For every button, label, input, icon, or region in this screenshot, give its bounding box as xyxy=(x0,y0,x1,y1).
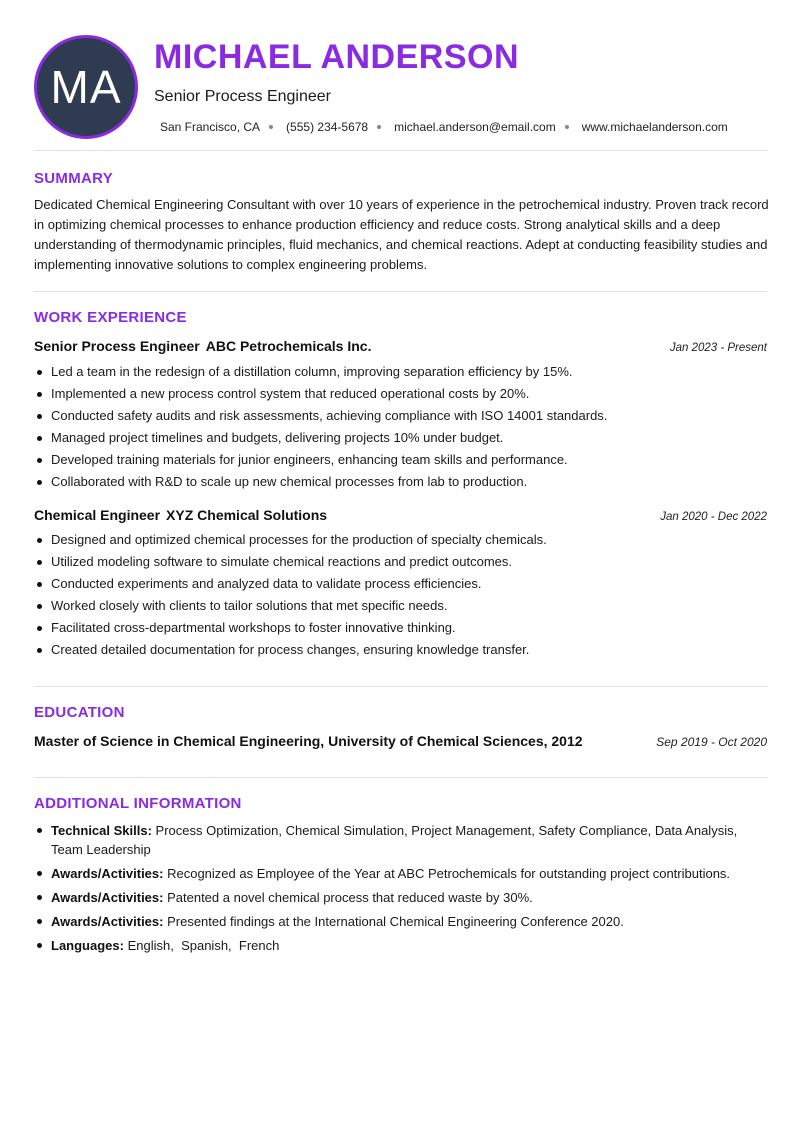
separator-dot-icon xyxy=(377,125,381,129)
job-company: XYZ Chemical Solutions xyxy=(166,507,328,523)
contact-email[interactable]: michael.anderson@email.com xyxy=(394,120,556,134)
contact-phone: (555) 234-5678 xyxy=(286,120,369,134)
section-divider xyxy=(34,686,767,687)
list-item: Utilized modeling software to simulate chemical reactions and predict outcomes. xyxy=(34,551,767,573)
info-label: Languages: xyxy=(51,938,124,953)
job-dates: Jan 2023 - Present xyxy=(669,342,767,354)
job-role-company xyxy=(34,338,371,354)
info-label: Technical Skills: xyxy=(51,823,152,838)
list-item xyxy=(34,864,754,883)
avatar-initials: MA xyxy=(50,61,122,113)
info-text: Process Optimization, Chemical Simulation, Project Management, Safety Compliance, Data Analysis, Team Leadership xyxy=(51,823,738,857)
education-degree: Master of Science in Chemical Engineering, University of Chemical Sciences, 2012 xyxy=(34,733,583,749)
candidate-title: Senior Process Engineer xyxy=(154,88,331,105)
section-divider xyxy=(34,777,767,778)
job-header xyxy=(34,507,767,523)
education-entry xyxy=(34,733,767,749)
list-item: Led a team in the redesign of a distillation column, improving separation efficiency by 15%. xyxy=(34,361,767,383)
avatar xyxy=(34,35,138,139)
education-heading: EDUCATION xyxy=(34,704,125,721)
list-item xyxy=(34,912,754,931)
info-text: Patented a novel chemical process that reduced waste by 30%. xyxy=(167,890,533,905)
section-divider xyxy=(34,291,767,292)
additional-heading: ADDITIONAL INFORMATION xyxy=(34,795,242,812)
contact-bar xyxy=(160,120,728,134)
list-item: Conducted safety audits and risk assessments, achieving compliance with ISO 14001 standards. xyxy=(34,405,767,427)
job-dates: Jan 2020 - Dec 2022 xyxy=(660,511,767,523)
list-item: Designed and optimized chemical processes for the production of specialty chemicals. xyxy=(34,529,767,551)
education-dates: Sep 2019 - Oct 2020 xyxy=(656,735,767,749)
list-item: Created detailed documentation for process changes, ensuring knowledge transfer. xyxy=(34,639,767,661)
list-item: Developed training materials for junior engineers, enhancing team skills and performance. xyxy=(34,449,767,471)
list-item: Conducted experiments and analyzed data to validate process efficiencies. xyxy=(34,573,767,595)
experience-heading: WORK EXPERIENCE xyxy=(34,309,187,326)
job-bullet-list xyxy=(34,361,767,493)
job-company: ABC Petrochemicals Inc. xyxy=(205,338,372,354)
contact-website[interactable]: www.michaelanderson.com xyxy=(581,120,728,134)
list-item xyxy=(34,888,754,907)
list-item xyxy=(34,936,754,955)
list-item: Facilitated cross-departmental workshops to foster innovative thinking. xyxy=(34,617,767,639)
info-text: English, Spanish, French xyxy=(127,938,280,953)
list-item: Managed project timelines and budgets, delivering projects 10% under budget. xyxy=(34,427,767,449)
info-label: Awards/Activities: xyxy=(51,890,164,905)
separator-dot-icon xyxy=(269,125,273,129)
list-item: Implemented a new process control system that reduced operational costs by 20%. xyxy=(34,383,767,405)
info-label: Awards/Activities: xyxy=(51,914,164,929)
info-text: Presented findings at the International Chemical Engineering Conference 2020. xyxy=(167,914,624,929)
list-item xyxy=(34,821,754,859)
additional-info-list xyxy=(34,821,754,960)
summary-text: Dedicated Chemical Engineering Consultant with over 10 years of experience in the petrochemical industry. Proven track record in optimizing chemical processes to enhance production efficiency and reduce costs. Strong analytical skills and a deep understanding of thermodynamic principles, fluid mechanics, and chemical reactions. Adept at conducting feasibility studies and implementing innovative solutions to complex engineering problems. xyxy=(34,197,769,272)
summary-heading: SUMMARY xyxy=(34,170,114,187)
list-item: Worked closely with clients to tailor solutions that met specific needs. xyxy=(34,595,767,617)
info-label: Awards/Activities: xyxy=(51,866,164,881)
job-bullet-list xyxy=(34,529,767,661)
job-role-company xyxy=(34,507,327,523)
job-role: Senior Process Engineer xyxy=(34,338,200,354)
job-header xyxy=(34,338,767,354)
list-item: Collaborated with R&D to scale up new chemical processes from lab to production. xyxy=(34,471,767,493)
separator-dot-icon xyxy=(565,125,569,129)
candidate-name: MICHAEL ANDERSON xyxy=(154,38,520,76)
section-divider xyxy=(34,150,767,151)
job-role: Chemical Engineer xyxy=(34,507,161,523)
info-text: Recognized as Employee of the Year at ABC Petrochemicals for outstanding project contributions. xyxy=(167,866,731,881)
contact-location: San Francisco, CA xyxy=(160,120,261,134)
